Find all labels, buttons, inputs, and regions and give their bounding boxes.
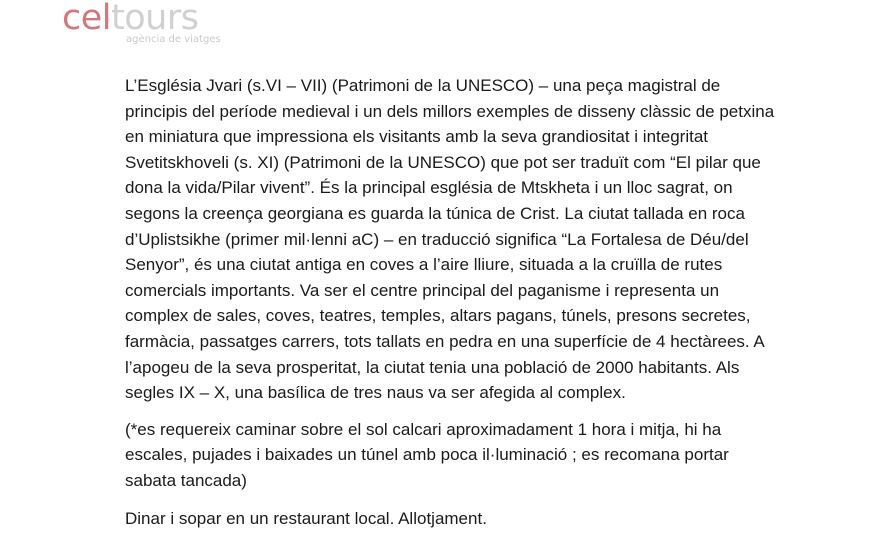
logo-brand-tours: tours bbox=[111, 0, 199, 38]
logo-tagline: agència de viatges bbox=[126, 34, 221, 45]
itinerary-text bbox=[125, 73, 775, 531]
paragraph-sights: L’Església Jvari (s.VI – VII) (Patrimoni de la UNESCO) – una peça magistral de principis del període medieval i un dels millors exemples de disseny clàssic de petxina en miniatura que impressiona els visitants amb la seva grandiositat i integritat Svetitskhoveli (s. XI) (Patrimoni de la UNESCO) que pot ser traduït com “El pilar que dona la vida/Pilar vivent”. És la principal església de Mtskheta i un lloc sagrat, on segons la creença georgiana es guarda la túnica de Crist. La ciutat tallada en roca d’Uplistsikhe (primer mil·lenni aC) – en traducció significa “La Fortalesa de Déu/del Senyor”, és una ciutat antiga en coves a l’aire lliure, situada a la cruïlla de rutes comercials importants. Va ser el centre principal del paganisme i representa un complex de sales, coves, teatres, temples, altars pagans, túnels, presons secretes, farmàcia, passatges carrers, tots tallats en pedra en una superfície de 4 hectàrees. A l’apogeu de la seva prosperitat, la ciutat tenia una població de 2000 habitants. Als segles IX – X, una basílica de tres naus va ser afegida al complex. bbox=[125, 76, 775, 403]
paragraph-walking-note: (*es requereix caminar sobre el sol calcari aproximadament 1 hora i mitja, hi ha escales, pujades i baixades un túnel amb poca il·luminació ; es recomana portar sabata tancada) bbox=[125, 419, 729, 490]
logo-wordmark bbox=[62, 0, 198, 38]
logo-brand-cel: cel bbox=[62, 0, 112, 38]
celtours-logo bbox=[62, 0, 242, 50]
paragraph-meals-lodging: Dinar i sopar en un restaurant local. Allotjament. bbox=[125, 508, 487, 528]
